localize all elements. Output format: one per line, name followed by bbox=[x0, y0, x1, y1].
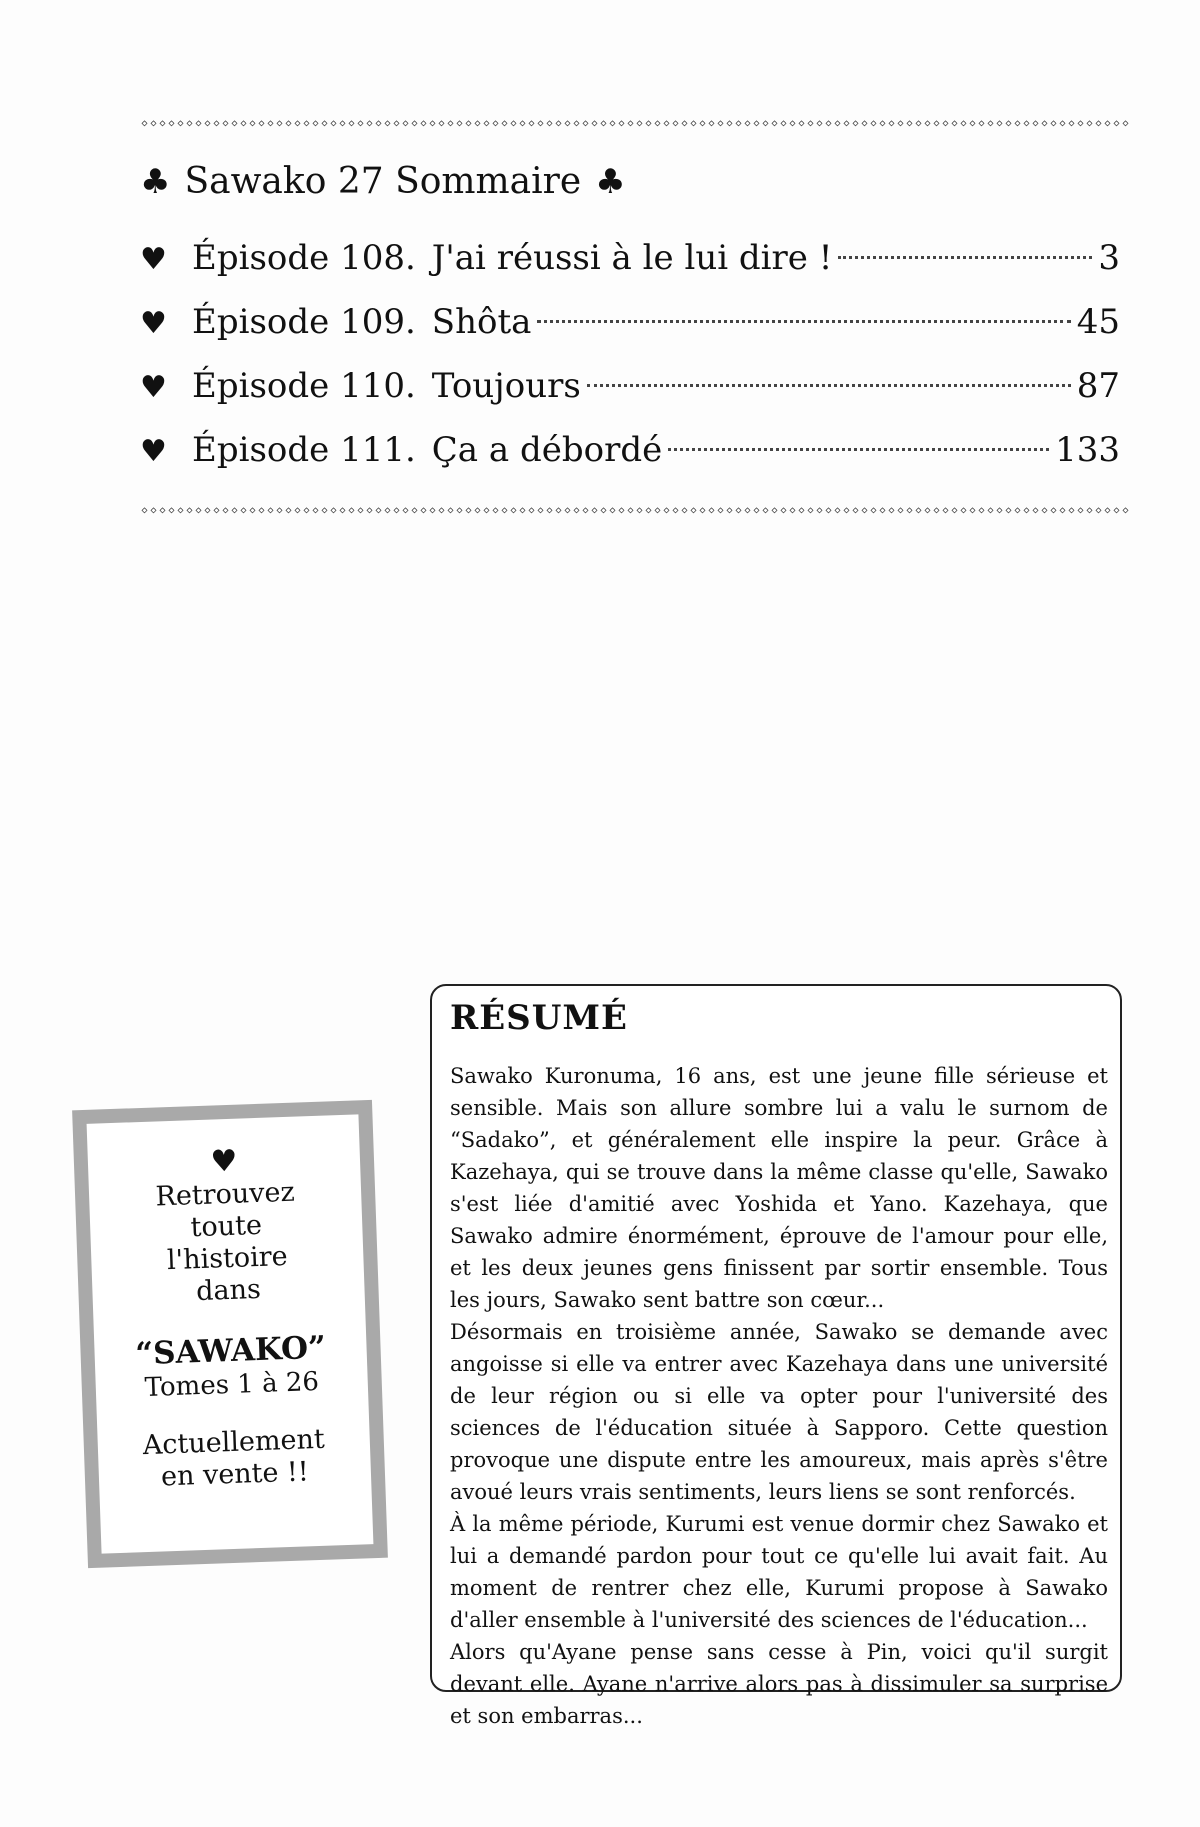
episode-number: Épisode 110. bbox=[192, 366, 416, 406]
diamond-ornament: ◇ bbox=[159, 118, 166, 129]
diamond-ornament: ◇ bbox=[654, 505, 661, 516]
diamond-ornament: ◇ bbox=[1095, 505, 1102, 516]
promo-sale-line: Actuellement bbox=[142, 1423, 326, 1462]
diamond-ornament: ◇ bbox=[807, 505, 814, 516]
heart-icon: ♥ bbox=[140, 434, 167, 469]
diamond-ornament: ◇ bbox=[753, 505, 760, 516]
diamond-ornament: ◇ bbox=[528, 118, 535, 129]
promo-sale-line: en vente !! bbox=[160, 1456, 310, 1493]
diamond-ornament: ◇ bbox=[1086, 505, 1093, 516]
diamond-ornament: ◇ bbox=[1077, 505, 1084, 516]
diamond-ornament: ◇ bbox=[978, 505, 985, 516]
diamond-ornament: ◇ bbox=[1104, 118, 1111, 129]
diamond-ornament: ◇ bbox=[663, 118, 670, 129]
diamond-ornament: ◇ bbox=[645, 118, 652, 129]
diamond-ornament: ◇ bbox=[564, 118, 571, 129]
diamond-ornament: ◇ bbox=[177, 118, 184, 129]
diamond-ornament: ◇ bbox=[330, 118, 337, 129]
diamond-ornament: ◇ bbox=[384, 505, 391, 516]
diamond-ornament: ◇ bbox=[618, 505, 625, 516]
diamond-ornament: ◇ bbox=[627, 505, 634, 516]
diamond-ornament: ◇ bbox=[933, 118, 940, 129]
club-icon: ♣ bbox=[140, 162, 171, 202]
diamond-ornament: ◇ bbox=[447, 505, 454, 516]
diamond-ornament: ◇ bbox=[942, 505, 949, 516]
diamond-ornament: ◇ bbox=[708, 505, 715, 516]
diamond-ornament: ◇ bbox=[519, 505, 526, 516]
diamond-ornament: ◇ bbox=[1023, 505, 1030, 516]
diamond-ornament: ◇ bbox=[456, 505, 463, 516]
diamond-ornament: ◇ bbox=[870, 505, 877, 516]
diamond-ornament: ◇ bbox=[456, 118, 463, 129]
diamond-ornament: ◇ bbox=[861, 118, 868, 129]
diamond-ornament: ◇ bbox=[348, 505, 355, 516]
episode-title: Ça a débordé bbox=[431, 430, 663, 470]
diamond-ornament: ◇ bbox=[564, 505, 571, 516]
diamond-ornament: ◇ bbox=[825, 118, 832, 129]
diamond-ornament: ◇ bbox=[195, 505, 202, 516]
diamond-ornament: ◇ bbox=[1005, 118, 1012, 129]
diamond-ornament: ◇ bbox=[141, 118, 148, 129]
diamond-ornament: ◇ bbox=[294, 505, 301, 516]
diamond-ornament: ◇ bbox=[177, 505, 184, 516]
diamond-ornament: ◇ bbox=[321, 505, 328, 516]
diamond-ornament: ◇ bbox=[465, 505, 472, 516]
diamond-ornament: ◇ bbox=[852, 118, 859, 129]
diamond-ornament: ◇ bbox=[897, 505, 904, 516]
toc-list bbox=[140, 226, 1120, 482]
diamond-ornament: ◇ bbox=[366, 505, 373, 516]
diamond-ornament: ◇ bbox=[159, 505, 166, 516]
diamond-ornament: ◇ bbox=[789, 505, 796, 516]
diamond-ornament: ◇ bbox=[492, 118, 499, 129]
diamond-ornament: ◇ bbox=[1032, 118, 1039, 129]
diamond-ornament: ◇ bbox=[708, 118, 715, 129]
diamond-ornament: ◇ bbox=[717, 118, 724, 129]
diamond-ornament: ◇ bbox=[546, 118, 553, 129]
resume-paragraph: Sawako Kuronuma, 16 ans, est une jeune fille sérieuse et sensible. Mais son allure sombre lui a valu le surnom de “Sadako”, et généralement elle inspire la peur. Grâce à Kazehaya, qui se trouve dans la même classe qu'elle, Sawako s'est liée d'amitié avec Yoshida et Yano. Kazehaya, que Sawako admire énormément, éprouve de l'amour pour elle, et les deux jeunes gens finissent par sortir ensemble. Tous les jours, Sawako sent battre son cœur... bbox=[450, 1064, 1108, 1312]
diamond-ornament: ◇ bbox=[555, 118, 562, 129]
diamond-ornament: ◇ bbox=[1014, 118, 1021, 129]
diamond-ornament: ◇ bbox=[393, 118, 400, 129]
diamond-ornament: ◇ bbox=[771, 118, 778, 129]
diamond-ornament: ◇ bbox=[411, 118, 418, 129]
diamond-ornament: ◇ bbox=[753, 118, 760, 129]
diamond-ornament: ◇ bbox=[303, 118, 310, 129]
diamond-ornament: ◇ bbox=[249, 118, 256, 129]
diamond-ornament: ◇ bbox=[726, 118, 733, 129]
diamond-ornament: ◇ bbox=[600, 118, 607, 129]
decorative-border-top bbox=[140, 118, 1129, 130]
resume-paragraph: À la même période, Kurumi est venue dormir chez Sawako et lui a demandé pardon pour tout ce qu'elle lui avait fait. Au moment de rentrer chez elle, Kurumi propose à Sawako d'aller ensemble à l'université des sciences de l'éducation... bbox=[450, 1512, 1108, 1632]
diamond-ornament: ◇ bbox=[636, 118, 643, 129]
diamond-ornament: ◇ bbox=[960, 118, 967, 129]
diamond-ornament: ◇ bbox=[510, 118, 517, 129]
diamond-ornament: ◇ bbox=[1113, 505, 1120, 516]
diamond-ornament: ◇ bbox=[1041, 505, 1048, 516]
diamond-ornament: ◇ bbox=[528, 505, 535, 516]
diamond-ornament: ◇ bbox=[546, 505, 553, 516]
diamond-ornament: ◇ bbox=[438, 505, 445, 516]
diamond-ornament: ◇ bbox=[429, 118, 436, 129]
diamond-ornament: ◇ bbox=[816, 505, 823, 516]
diamond-ornament: ◇ bbox=[384, 118, 391, 129]
diamond-ornament: ◇ bbox=[636, 505, 643, 516]
club-icon: ♣ bbox=[595, 162, 626, 202]
diamond-ornament: ◇ bbox=[1041, 118, 1048, 129]
promo-volumes: Tomes 1 à 26 bbox=[144, 1366, 320, 1404]
diamond-ornament: ◇ bbox=[285, 505, 292, 516]
diamond-ornament: ◇ bbox=[816, 118, 823, 129]
diamond-ornament: ◇ bbox=[438, 118, 445, 129]
diamond-ornament: ◇ bbox=[375, 118, 382, 129]
episode-title: J'ai réussi à le lui dire ! bbox=[431, 238, 833, 278]
diamond-ornament: ◇ bbox=[951, 118, 958, 129]
diamond-ornament: ◇ bbox=[834, 118, 841, 129]
diamond-ornament: ◇ bbox=[1050, 505, 1057, 516]
diamond-ornament: ◇ bbox=[798, 118, 805, 129]
diamond-ornament: ◇ bbox=[285, 118, 292, 129]
diamond-ornament: ◇ bbox=[915, 118, 922, 129]
diamond-ornament: ◇ bbox=[825, 505, 832, 516]
diamond-ornament: ◇ bbox=[573, 118, 580, 129]
dot-leader bbox=[838, 256, 1092, 259]
diamond-ornament: ◇ bbox=[465, 118, 472, 129]
promo-line: Retrouvez bbox=[155, 1176, 296, 1213]
diamond-ornament: ◇ bbox=[510, 505, 517, 516]
diamond-ornament: ◇ bbox=[222, 505, 229, 516]
diamond-ornament: ◇ bbox=[411, 505, 418, 516]
diamond-ornament: ◇ bbox=[591, 118, 598, 129]
diamond-ornament: ◇ bbox=[960, 505, 967, 516]
diamond-ornament: ◇ bbox=[699, 505, 706, 516]
diamond-ornament: ◇ bbox=[573, 505, 580, 516]
diamond-ornament: ◇ bbox=[294, 118, 301, 129]
diamond-ornament: ◇ bbox=[672, 505, 679, 516]
diamond-ornament: ◇ bbox=[735, 505, 742, 516]
diamond-ornament: ◇ bbox=[357, 505, 364, 516]
promo-series-title: “SAWAKO” bbox=[134, 1329, 327, 1373]
diamond-ornament: ◇ bbox=[195, 118, 202, 129]
episode-title: Toujours bbox=[431, 366, 581, 406]
diamond-ornament: ◇ bbox=[780, 505, 787, 516]
diamond-ornament: ◇ bbox=[861, 505, 868, 516]
heart-icon: ♥ bbox=[209, 1143, 239, 1180]
diamond-ornament: ◇ bbox=[780, 118, 787, 129]
diamond-ornament: ◇ bbox=[762, 505, 769, 516]
diamond-ornament: ◇ bbox=[906, 505, 913, 516]
decorative-border-bottom bbox=[140, 505, 1129, 517]
diamond-ornament: ◇ bbox=[366, 118, 373, 129]
diamond-ornament: ◇ bbox=[420, 505, 427, 516]
diamond-ornament: ◇ bbox=[627, 118, 634, 129]
page-number: 3 bbox=[1098, 238, 1120, 278]
diamond-ornament: ◇ bbox=[402, 118, 409, 129]
diamond-ornament: ◇ bbox=[969, 118, 976, 129]
diamond-ornament: ◇ bbox=[978, 118, 985, 129]
diamond-ornament: ◇ bbox=[168, 505, 175, 516]
diamond-ornament: ◇ bbox=[1122, 118, 1129, 129]
diamond-ornament: ◇ bbox=[672, 118, 679, 129]
diamond-ornament: ◇ bbox=[771, 505, 778, 516]
diamond-ornament: ◇ bbox=[618, 118, 625, 129]
diamond-ornament: ◇ bbox=[258, 118, 265, 129]
diamond-ornament: ◇ bbox=[717, 505, 724, 516]
promo-line: dans bbox=[195, 1273, 262, 1308]
diamond-ornament: ◇ bbox=[996, 505, 1003, 516]
diamond-ornament: ◇ bbox=[933, 505, 940, 516]
episode-number: Épisode 109. bbox=[192, 302, 416, 342]
diamond-ornament: ◇ bbox=[501, 118, 508, 129]
diamond-ornament: ◇ bbox=[537, 505, 544, 516]
diamond-ornament: ◇ bbox=[726, 505, 733, 516]
diamond-ornament: ◇ bbox=[582, 118, 589, 129]
diamond-ornament: ◇ bbox=[1050, 118, 1057, 129]
heart-icon: ♥ bbox=[140, 242, 167, 277]
dot-leader bbox=[668, 448, 1049, 451]
diamond-ornament: ◇ bbox=[150, 118, 157, 129]
toc-item[interactable] bbox=[140, 290, 1120, 354]
episode-number: Épisode 111. bbox=[192, 430, 416, 470]
diamond-ornament: ◇ bbox=[1014, 505, 1021, 516]
toc-item[interactable] bbox=[140, 354, 1120, 418]
diamond-ornament: ◇ bbox=[681, 505, 688, 516]
diamond-ornament: ◇ bbox=[942, 118, 949, 129]
diamond-ornament: ◇ bbox=[879, 118, 886, 129]
resume-paragraph: Désormais en troisième année, Sawako se demande avec angoisse si elle va entrer avec Kazehaya dans une université de leur région ou si elle va opter pour l'université des sciences de l'éducation située à Sapporo. Cette question provoque une dispute entre les amoureux, mais après s'être avoué leurs vrais sentiments, leurs liens se sont renforcés. bbox=[450, 1320, 1108, 1504]
diamond-ornament: ◇ bbox=[312, 505, 319, 516]
diamond-ornament: ◇ bbox=[501, 505, 508, 516]
diamond-ornament: ◇ bbox=[834, 505, 841, 516]
diamond-ornament: ◇ bbox=[555, 505, 562, 516]
diamond-ornament: ◇ bbox=[231, 505, 238, 516]
toc-title-text: Sawako 27 Sommaire bbox=[184, 161, 582, 202]
episode-number: Épisode 108. bbox=[192, 238, 416, 278]
diamond-ornament: ◇ bbox=[609, 505, 616, 516]
diamond-ornament: ◇ bbox=[519, 118, 526, 129]
diamond-ornament: ◇ bbox=[231, 118, 238, 129]
diamond-ornament: ◇ bbox=[375, 505, 382, 516]
diamond-ornament: ◇ bbox=[240, 505, 247, 516]
diamond-ornament: ◇ bbox=[312, 118, 319, 129]
diamond-ornament: ◇ bbox=[321, 118, 328, 129]
heart-icon: ♥ bbox=[140, 306, 167, 341]
resume-box bbox=[430, 984, 1122, 1728]
diamond-ornament: ◇ bbox=[240, 118, 247, 129]
diamond-ornament: ◇ bbox=[987, 505, 994, 516]
promo-line: toute bbox=[190, 1209, 263, 1244]
diamond-ornament: ◇ bbox=[735, 118, 742, 129]
diamond-ornament: ◇ bbox=[897, 118, 904, 129]
dot-leader bbox=[537, 320, 1070, 323]
diamond-ornament: ◇ bbox=[474, 118, 481, 129]
diamond-ornament: ◇ bbox=[762, 118, 769, 129]
diamond-ornament: ◇ bbox=[906, 118, 913, 129]
diamond-ornament: ◇ bbox=[537, 118, 544, 129]
diamond-ornament: ◇ bbox=[258, 505, 265, 516]
diamond-ornament: ◇ bbox=[267, 118, 274, 129]
diamond-ornament: ◇ bbox=[483, 118, 490, 129]
page-number: 45 bbox=[1076, 302, 1120, 342]
diamond-ornament: ◇ bbox=[1032, 505, 1039, 516]
diamond-ornament: ◇ bbox=[879, 505, 886, 516]
diamond-ornament: ◇ bbox=[348, 118, 355, 129]
episode-title: Shôta bbox=[431, 302, 532, 342]
diamond-ornament: ◇ bbox=[141, 505, 148, 516]
page-number: 87 bbox=[1076, 366, 1120, 406]
diamond-ornament: ◇ bbox=[951, 505, 958, 516]
diamond-ornament: ◇ bbox=[807, 118, 814, 129]
diamond-ornament: ◇ bbox=[339, 118, 346, 129]
diamond-ornament: ◇ bbox=[1077, 118, 1084, 129]
diamond-ornament: ◇ bbox=[843, 118, 850, 129]
diamond-ornament: ◇ bbox=[267, 505, 274, 516]
diamond-ornament: ◇ bbox=[924, 118, 931, 129]
diamond-ornament: ◇ bbox=[303, 505, 310, 516]
toc-item[interactable] bbox=[140, 226, 1120, 290]
diamond-ornament: ◇ bbox=[339, 505, 346, 516]
diamond-ornament: ◇ bbox=[609, 118, 616, 129]
diamond-ornament: ◇ bbox=[690, 118, 697, 129]
toc-item[interactable] bbox=[140, 418, 1120, 482]
diamond-ornament: ◇ bbox=[204, 118, 211, 129]
resume-paragraph: Alors qu'Ayane pense sans cesse à Pin, voici qu'il surgit devant elle. Ayane n'arrive alors pas à dissimuler sa surprise et son embarras... bbox=[450, 1640, 1108, 1728]
diamond-ornament: ◇ bbox=[915, 505, 922, 516]
diamond-ornament: ◇ bbox=[150, 505, 157, 516]
diamond-ornament: ◇ bbox=[1068, 505, 1075, 516]
diamond-ornament: ◇ bbox=[1122, 505, 1129, 516]
diamond-ornament: ◇ bbox=[402, 505, 409, 516]
diamond-ornament: ◇ bbox=[429, 505, 436, 516]
diamond-ornament: ◇ bbox=[888, 505, 895, 516]
diamond-ornament: ◇ bbox=[645, 505, 652, 516]
diamond-ornament: ◇ bbox=[843, 505, 850, 516]
diamond-ornament: ◇ bbox=[690, 505, 697, 516]
diamond-ornament: ◇ bbox=[699, 118, 706, 129]
diamond-ornament: ◇ bbox=[1059, 505, 1066, 516]
diamond-ornament: ◇ bbox=[474, 505, 481, 516]
diamond-ornament: ◇ bbox=[654, 118, 661, 129]
diamond-ornament: ◇ bbox=[483, 505, 490, 516]
diamond-ornament: ◇ bbox=[204, 505, 211, 516]
diamond-ornament: ◇ bbox=[987, 118, 994, 129]
diamond-ornament: ◇ bbox=[996, 118, 1003, 129]
diamond-ornament: ◇ bbox=[681, 118, 688, 129]
diamond-ornament: ◇ bbox=[447, 118, 454, 129]
promo-box bbox=[72, 1100, 388, 1568]
diamond-ornament: ◇ bbox=[798, 505, 805, 516]
dot-leader bbox=[587, 384, 1071, 387]
diamond-ornament: ◇ bbox=[276, 118, 283, 129]
diamond-ornament: ◇ bbox=[357, 118, 364, 129]
diamond-ornament: ◇ bbox=[1023, 118, 1030, 129]
diamond-ornament: ◇ bbox=[924, 505, 931, 516]
diamond-ornament: ◇ bbox=[789, 118, 796, 129]
diamond-ornament: ◇ bbox=[276, 505, 283, 516]
diamond-ornament: ◇ bbox=[582, 505, 589, 516]
promo-line: l'histoire bbox=[166, 1240, 289, 1277]
diamond-ornament: ◇ bbox=[744, 118, 751, 129]
resume-title: RÉSUMÉ bbox=[450, 998, 628, 1038]
diamond-ornament: ◇ bbox=[1113, 118, 1120, 129]
diamond-ornament: ◇ bbox=[420, 118, 427, 129]
diamond-ornament: ◇ bbox=[222, 118, 229, 129]
diamond-ornament: ◇ bbox=[870, 118, 877, 129]
diamond-ornament: ◇ bbox=[1095, 118, 1102, 129]
page-number: 133 bbox=[1055, 430, 1120, 470]
diamond-ornament: ◇ bbox=[852, 505, 859, 516]
diamond-ornament: ◇ bbox=[1086, 118, 1093, 129]
diamond-ornament: ◇ bbox=[663, 505, 670, 516]
diamond-ornament: ◇ bbox=[744, 505, 751, 516]
diamond-ornament: ◇ bbox=[213, 505, 220, 516]
diamond-ornament: ◇ bbox=[330, 505, 337, 516]
diamond-ornament: ◇ bbox=[1059, 118, 1066, 129]
diamond-ornament: ◇ bbox=[393, 505, 400, 516]
diamond-ornament: ◇ bbox=[591, 505, 598, 516]
diamond-ornament: ◇ bbox=[213, 118, 220, 129]
diamond-ornament: ◇ bbox=[168, 118, 175, 129]
diamond-ornament: ◇ bbox=[249, 505, 256, 516]
diamond-ornament: ◇ bbox=[492, 505, 499, 516]
toc-title bbox=[140, 158, 640, 206]
diamond-ornament: ◇ bbox=[1104, 505, 1111, 516]
diamond-ornament: ◇ bbox=[186, 505, 193, 516]
diamond-ornament: ◇ bbox=[1005, 505, 1012, 516]
diamond-ornament: ◇ bbox=[600, 505, 607, 516]
heart-icon: ♥ bbox=[140, 370, 167, 405]
diamond-ornament: ◇ bbox=[1068, 118, 1075, 129]
diamond-ornament: ◇ bbox=[969, 505, 976, 516]
diamond-ornament: ◇ bbox=[888, 118, 895, 129]
diamond-ornament: ◇ bbox=[186, 118, 193, 129]
